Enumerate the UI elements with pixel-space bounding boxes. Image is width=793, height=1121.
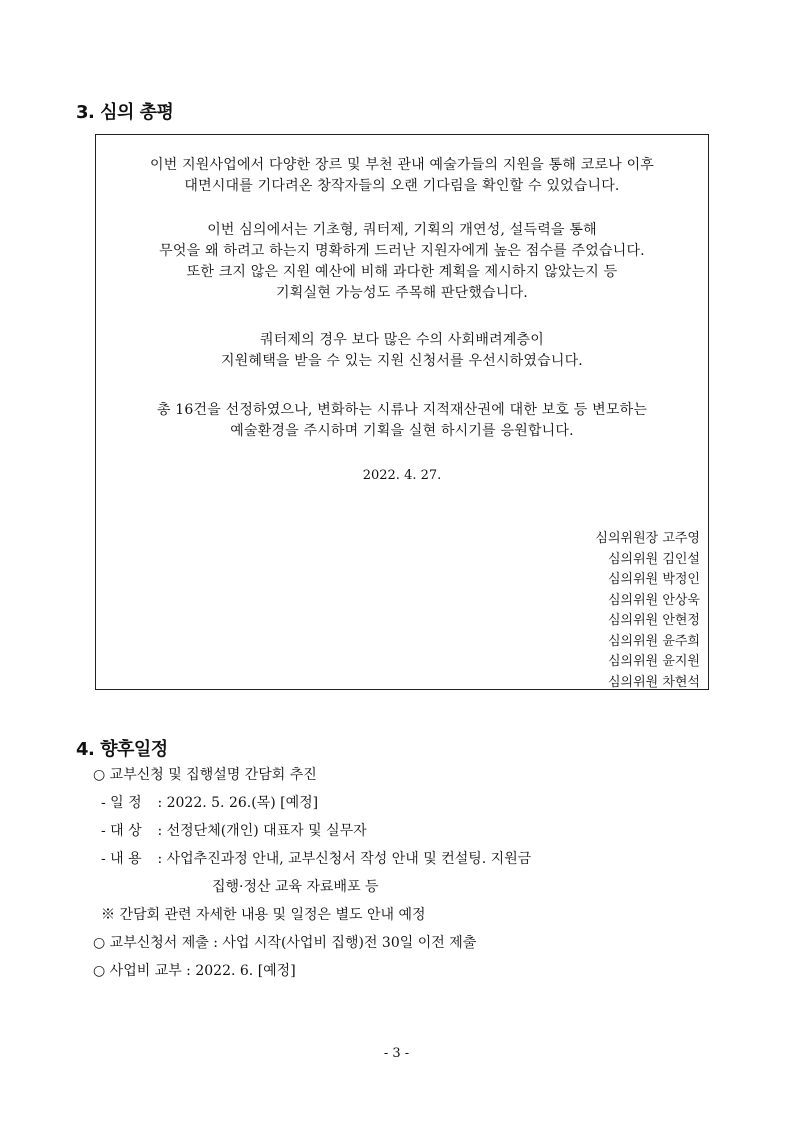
review-line: 또한 크지 않은 지원 예산에 비해 과다한 계획을 제시하지 않았는지 등 (186, 264, 618, 280)
review-paragraph-1 (96, 155, 708, 197)
review-paragraph-2 (96, 220, 708, 304)
detail-value: : 선정단체(개인) 대표자 및 실무자 (157, 823, 367, 839)
schedule-item-briefing: ○ 교부신청 및 집행설명 간담회 추진 (93, 767, 317, 783)
committee-member: 심의위원 김인설 (607, 551, 700, 567)
review-line: 기획실현 가능성도 주목해 판단했습니다. (276, 285, 528, 301)
review-summary-box (95, 134, 709, 690)
review-line: 무엇을 왜 하려고 하는지 명확하게 드러난 지원자에게 높은 점수를 주었습니다. (159, 243, 645, 259)
committee-member: 심의위원 윤주희 (607, 633, 700, 649)
review-paragraph-4 (96, 400, 708, 442)
committee-member: 심의위원 안현정 (607, 613, 700, 628)
schedule-note: ※ 간담회 관련 자세한 내용 및 일정은 별도 안내 예정 (101, 907, 426, 923)
committee-member: 심의위원장 고주영 (595, 531, 700, 546)
committee-member: 심의위원 박정인 (607, 572, 700, 587)
committee-member: 심의위원 윤지원 (607, 654, 700, 669)
committee-member: 심의위원 안상욱 (607, 592, 700, 608)
schedule-detail-continuation: 집행·정산 교육 자료배포 등 (212, 879, 379, 895)
schedule-detail-content (101, 849, 531, 869)
review-line: 지원혜택을 받을 수 있는 지원 신청서를 우선시하였습니다. (221, 353, 583, 369)
review-line: 예술환경을 주시하며 기획을 실현 하시기를 응원합니다. (230, 423, 574, 439)
detail-value: : 사업추진과정 안내, 교부신청서 작성 안내 및 컨설팅. 지원금 (157, 851, 532, 867)
review-line: 쿼터제의 경우 보다 많은 수의 사회배려계층이 (259, 332, 544, 348)
detail-label: - 대 상 (101, 823, 142, 839)
review-paragraph-3 (96, 330, 708, 372)
section-3-title: 3. 심의 총평 (76, 102, 174, 123)
review-line: 이번 심의에서는 기초형, 쿼터제, 기획의 개연성, 설득력을 통해 (207, 222, 597, 238)
schedule-detail-target (101, 821, 367, 841)
detail-label: - 내 용 (101, 851, 142, 867)
schedule-detail-date (101, 793, 318, 813)
detail-label: - 일 정 (101, 795, 142, 811)
review-line: 대면시대를 기다려온 창작자들의 오랜 기다림을 확인할 수 있었습니다. (184, 178, 620, 194)
review-line: 총 16건을 선정하였으나, 변화하는 시류나 지적재산권에 대한 보호 등 변모하는 (156, 402, 648, 418)
detail-value: : 2022. 5. 26.(목) [예정] (157, 795, 319, 811)
schedule-item-application: ○ 교부신청서 제출 : 사업 시작(사업비 집행)전 30일 이전 제출 (93, 935, 477, 951)
review-line: 이번 지원사업에서 다양한 장르 및 부천 관내 예술가들의 지원을 통해 코로나 이후 (149, 157, 655, 173)
schedule-item-disbursement: ○ 사업비 교부 : 2022. 6. [예정] (93, 963, 296, 979)
committee-member: 심의위원 차현석 (607, 674, 700, 690)
section-4-title: 4. 향후일정 (76, 739, 168, 760)
review-date: 2022. 4. 27. (362, 468, 442, 483)
page-number: - 3 - (383, 1046, 410, 1061)
committee-list (595, 529, 700, 693)
